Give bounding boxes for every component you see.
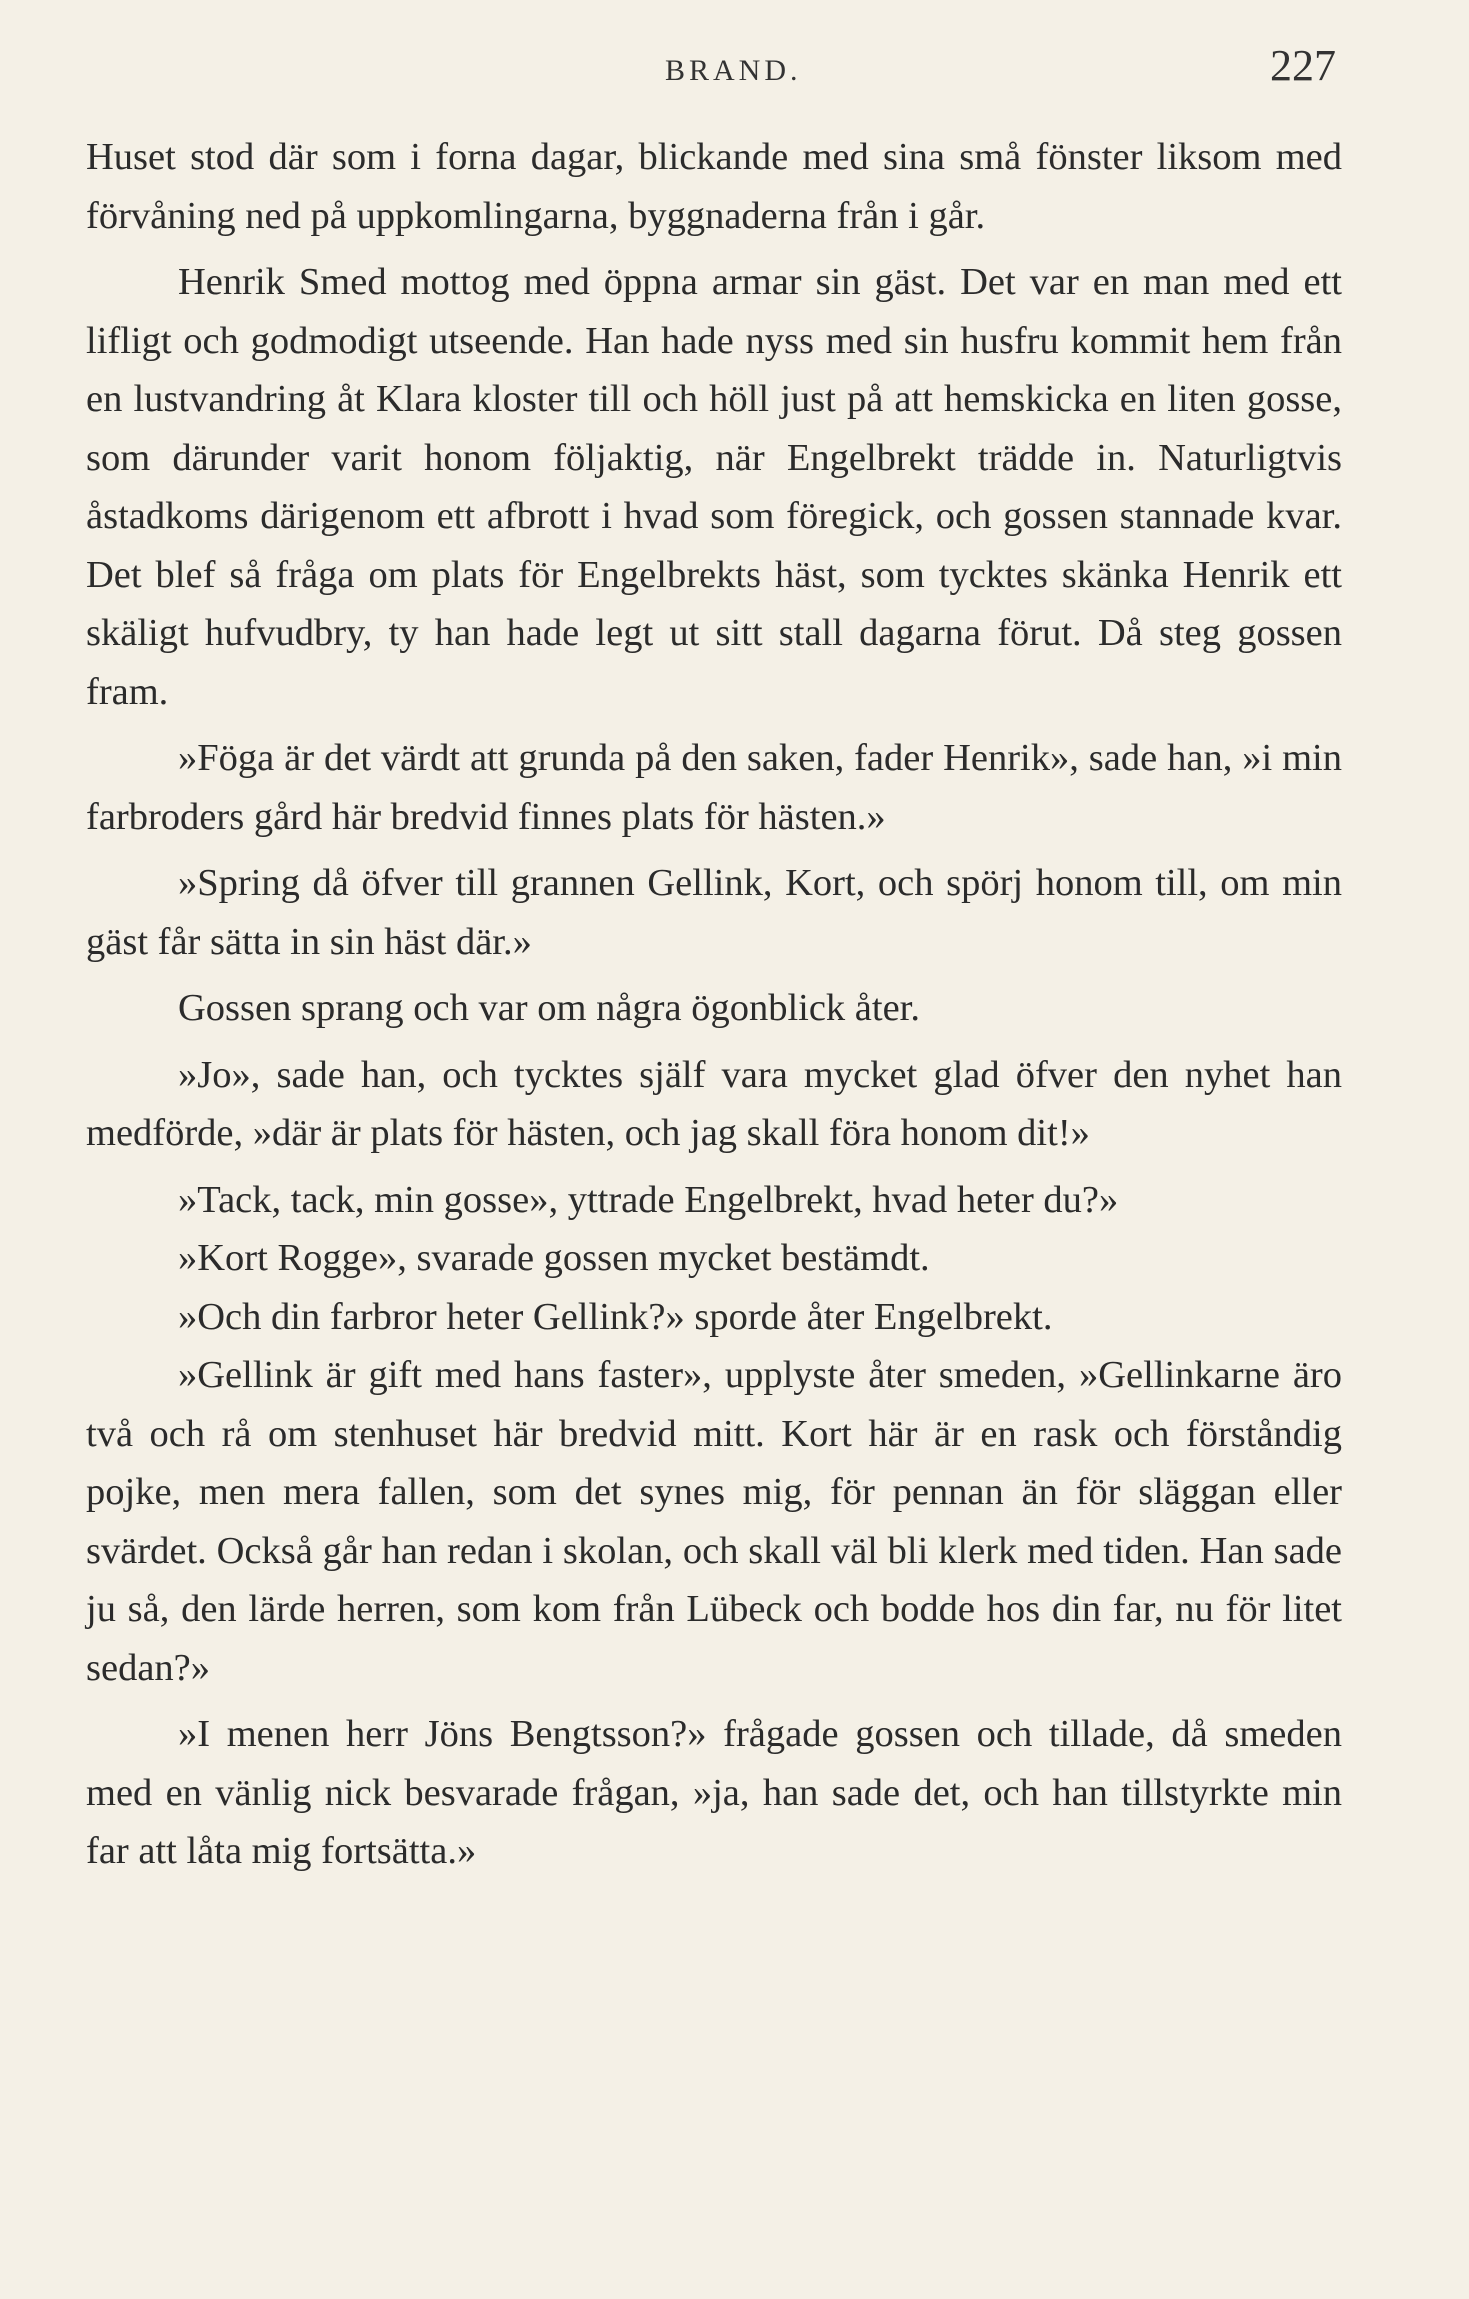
paragraph: »I menen herr Jöns Bengtsson?» frågade gossen och tillade, då smeden med en vänlig nick besvarade frågan, »ja, han sade det, och han tillstyrkte min far att låta mig fortsätta.» (86, 1713, 1342, 1872)
paragraph: Gossen sprang och var om några ögonblick åter. (178, 987, 920, 1029)
body-text (86, 128, 1342, 1889)
paragraph: »Jo», sade han, och tycktes själf vara mycket glad öfver den nyhet han medförde, »där är plats för hästen, och jag skall föra honom dit!» (86, 1053, 1342, 1154)
paragraph: »Och din farbror heter Gellink?» sporde åter Engelbrekt. (178, 1295, 1053, 1338)
paragraph: »Tack, tack, min gosse», yttrade Engelbrekt, hvad heter du?» (178, 1178, 1119, 1221)
paragraph: Henrik Smed mottog med öppna armar sin gäst. Det var en man med ett lifligt och godmodigt utseende. Han hade nyss med sin husfru kommit hem från en lustvandring åt Klara kloster till och höll just på att hemskicka en liten gosse, som därunder varit honom följaktig, när Engelbrekt trädde in. Naturligtvis åstadkoms därigenom ett afbrott i hvad som föregick, och gossen stannade kvar. Det blef så fråga om plats för Engelbrekts häst, som tycktes skänka Henrik ett skäligt hufvudbry, ty han hade legt ut sitt stall dagarna förut. Då steg gossen fram. (86, 261, 1342, 713)
paragraph: »Spring då öfver till grannen Gellink, Kort, och spörj honom till, om min gäst får sätta in sin häst där.» (86, 862, 1342, 963)
paragraph: »Kort Rogge», svarade gossen mycket bestämdt. (178, 1237, 930, 1279)
paragraph: »Föga är det värdt att grunda på den saken, fader Henrik», sade han, »i min farbroders gård här bredvid finnes plats för hästen.» (86, 737, 1342, 838)
paragraph: Huset stod där som i forna dagar, blickande med sina små fönster liksom med förvåning ned på uppkomlingarna, byggnaderna från i går. (86, 136, 1342, 237)
paragraph: »Gellink är gift med hans faster», upplyste åter smeden, »Gellinkarne äro två och rå om stenhuset här bredvid mitt. Kort här är en rask och förståndig pojke, men mera fallen, som det synes mig, för pennan än för släggan eller svärdet. Också går han redan i skolan, och skall väl bli klerk med tiden. Han sade ju så, den lärde herren, som kom från Lübeck och bodde hos din far, nu för litet sedan?» (86, 1354, 1342, 1689)
page-number: 227 (1270, 41, 1336, 90)
running-title: BRAND. (665, 54, 802, 87)
